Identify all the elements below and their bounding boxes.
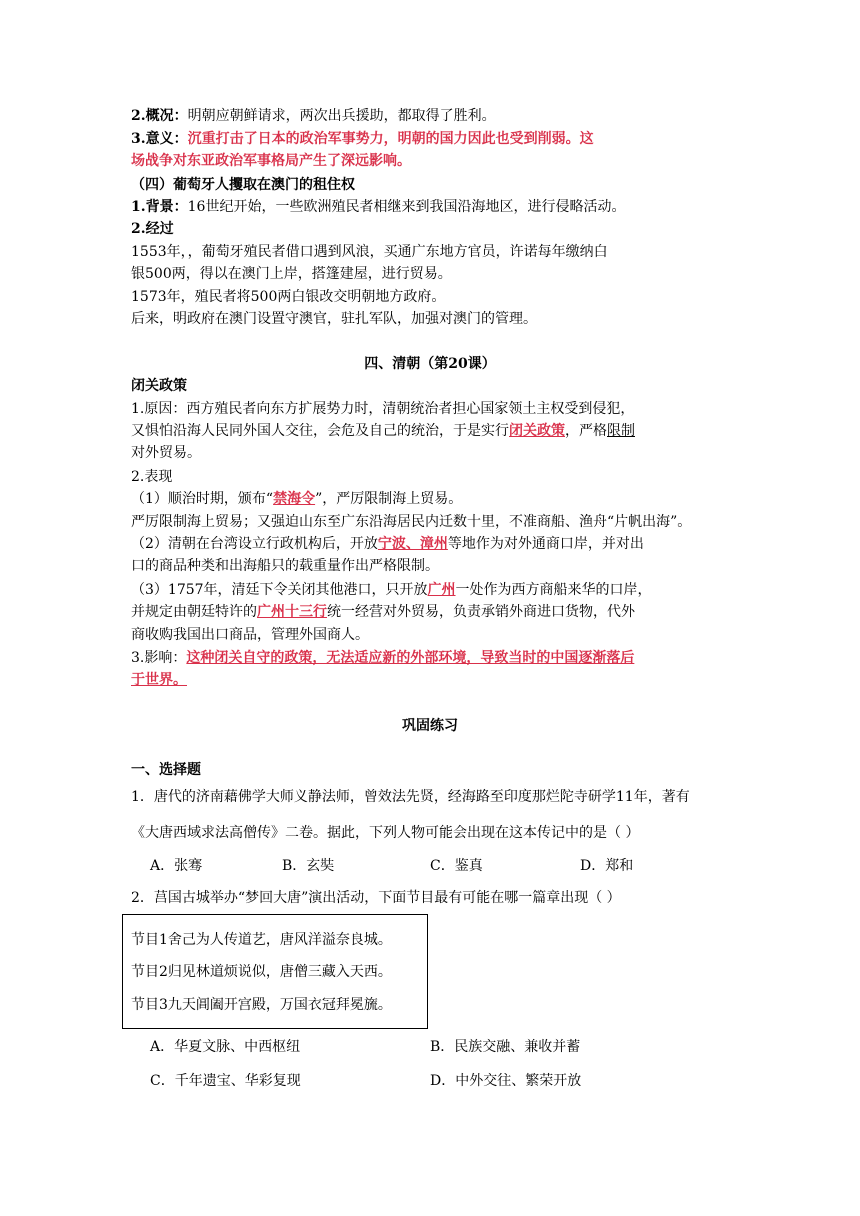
process-line-1: 1553年，，葡萄牙殖民者借口遇到风浪，买通广东地方官员，许诺每年缴纳白	[131, 244, 608, 260]
program-3: 节目3九天阊阖开宫殿，万国衣冠拜冕旒。	[131, 997, 392, 1013]
impact-line	[131, 648, 634, 668]
perf1-text-b: ”，严厉限制海上贸易。	[315, 491, 463, 507]
perf2-text-a: （2）清朝在台湾设立行政机构后，开放	[131, 536, 378, 552]
closed-door-policy-term: 闭关政策	[509, 423, 565, 439]
perf3-text-b: 一处作为西方商船来华的口岸，	[455, 582, 652, 598]
performance-3-end: 商收购我国出口商品，管理外国商人。	[131, 627, 369, 643]
q2-option-a[interactable]: A．华夏文脉、中西枢纽	[150, 1039, 301, 1055]
performance-1	[131, 489, 462, 509]
significance-text: 沉重打击了日本的政治军事势力，明朝的国力因此也受到削弱。这	[187, 131, 594, 147]
impact-text-cont: 于世界。	[131, 672, 187, 688]
question-1-line-1: 1．唐代的济南藉佛学大师义静法师，曾效法先贤，经海路至印度那烂陀寺研学11年，著有	[131, 789, 690, 805]
impact-label: 3.影响：	[131, 650, 187, 666]
performance-label: 2.表现	[131, 469, 173, 485]
policy-heading: 闭关政策	[131, 378, 187, 394]
perf1-text-a: （1）顺治时期，颁布“	[131, 491, 274, 507]
macau-heading: （四）葡萄牙人攫取在澳门的租住权	[131, 177, 355, 193]
q1-option-d[interactable]: D．郑和	[580, 858, 634, 874]
reason-text-a: 又惧怕沿海人民同外国人交往，会危及自己的统治，于是实行	[131, 423, 509, 439]
process-line-2: 银500两，得以在澳门上岸，搭篷建屋，进行贸易。	[131, 266, 452, 282]
significance-line	[131, 129, 594, 149]
q1-option-a[interactable]: A．张骞	[150, 858, 203, 874]
restrict-term: 限制	[607, 423, 635, 439]
performance-1-cont: 严厉限制海上贸易；又强迫山东至广东沿海居民内迁数十里，不准商船、渔舟“片帆出海”。	[131, 514, 692, 530]
significance-text-cont: 场战争对东亚政治军事格局产生了深远影响。	[131, 153, 411, 169]
impact-text: 这种闭关自守的政策，无法适应新的外部环境，导致当时的中国逐渐落后	[186, 650, 635, 666]
perf3-text-c: 并规定由朝廷特许的	[131, 604, 257, 620]
program-1: 节目1舍己为人传道艺，唐风洋溢奈良城。	[131, 932, 392, 948]
ports-term: 宁波、漳州	[377, 536, 448, 552]
overview-label: 2.概况：	[131, 108, 188, 124]
significance-label: 3.意义：	[131, 131, 188, 147]
process-line-4: 后来，明政府在澳门设置守澳官，驻扎军队，加强对澳门的管理。	[131, 311, 537, 327]
performance-2	[131, 534, 644, 554]
program-2: 节目2归见林道烦说似，唐僧三藏入天西。	[131, 964, 392, 980]
perf2-text-b: 等地作为对外通商口岸，并对出	[447, 536, 644, 552]
overview-line	[131, 106, 496, 126]
practice-title: 巩固练习	[402, 718, 458, 734]
sea-ban-term: 禁海令	[273, 491, 316, 507]
q2-option-d[interactable]: D．中外交往、繁荣开放	[430, 1073, 582, 1089]
reason-text-b: ，严格	[565, 423, 607, 439]
q2-option-c[interactable]: C．千年遗宝、华彩复现	[150, 1073, 301, 1089]
q2-option-b[interactable]: B．民族交融、兼收并蓄	[430, 1039, 581, 1055]
reason-line-3: 对外贸易。	[131, 445, 201, 461]
background-label: 1.背景：	[131, 199, 188, 215]
performance-3-cont	[131, 602, 635, 622]
process-label: 2.经过	[131, 221, 174, 237]
q1-option-b[interactable]: B．玄奘	[282, 858, 335, 874]
reason-line-2	[131, 421, 635, 441]
overview-text: 明朝应朝鲜请求，两次出兵援助，都取得了胜利。	[187, 108, 496, 124]
section-heading: 一、选择题	[131, 762, 201, 778]
reason-line-1: 1.原因：西方殖民者向东方扩展势力时，清朝统治者担心国家领土主权受到侵犯，	[131, 401, 635, 417]
q1-option-c[interactable]: C．鉴真	[430, 858, 483, 874]
thirteen-hongs-term: 广州十三行	[257, 604, 327, 620]
qing-title: 四、清朝（第20课）	[364, 356, 496, 372]
perf3-text-a: （3）1757年，清廷下令关闭其他港口，只开放	[131, 582, 428, 598]
background-text: 16世纪开始，一些欧洲殖民者相继来到我国沿海地区，进行侵略活动。	[187, 199, 626, 215]
performance-3	[131, 580, 652, 600]
question-1-line-2: 《大唐西域求法高僧传》二卷。据此，下列人物可能会出现在这本传记中的是（ ）	[131, 825, 640, 841]
question-2-line-1: 2．莒国古城举办“梦回大唐”演出活动，下面节目最有可能在哪一篇章出现（ ）	[131, 890, 621, 906]
process-line-3: 1573年，殖民者将500两白银改交明朝地方政府。	[131, 289, 446, 305]
perf3-text-d: 统一经营对外贸易，负责承销外商进口货物，代外	[327, 604, 635, 620]
performance-2-cont: 口的商品种类和出海船只的载重量作出严格限制。	[131, 558, 439, 574]
guangzhou-term: 广州	[427, 582, 456, 598]
macau-background	[131, 197, 625, 217]
